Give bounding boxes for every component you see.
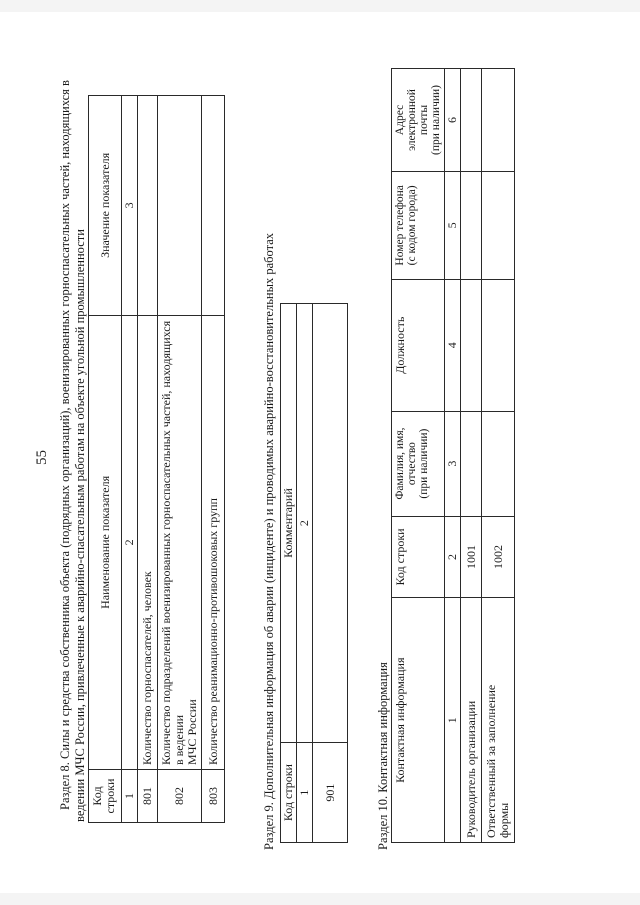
section9-table xyxy=(280,303,348,843)
row-label: Руководитель организации xyxy=(461,598,482,843)
row-value[interactable] xyxy=(202,96,225,316)
row-comment[interactable] xyxy=(313,304,348,743)
row-email-cell[interactable] xyxy=(482,69,515,172)
header-position: Должность xyxy=(392,279,445,411)
row-code: 803 xyxy=(202,770,225,823)
row-label: Ответственный за заполнение формы xyxy=(482,598,515,843)
row-name xyxy=(158,315,202,769)
section8-title-line1: Раздел 8. Силы и средства собственника объекта (подрядных организаций), военизированных горноспасательных частей, находящихся в xyxy=(58,80,72,810)
row-email-cell[interactable] xyxy=(461,69,482,172)
column-number-row xyxy=(122,96,138,823)
col-number: 5 xyxy=(445,171,461,279)
page-number: 55 xyxy=(34,450,50,465)
header-indicator-value: Значение показателя xyxy=(89,96,122,316)
table-header-row xyxy=(281,304,297,843)
col-number: 2 xyxy=(297,304,313,743)
header-email: Адрес электронной почты (при наличии) xyxy=(392,69,445,172)
row-value[interactable] xyxy=(138,96,158,316)
col-number: 1 xyxy=(297,743,313,843)
table-row xyxy=(138,96,158,823)
col-number: 4 xyxy=(445,279,461,411)
col-number: 2 xyxy=(445,516,461,598)
row-fio-cell[interactable] xyxy=(482,411,515,516)
column-number-row xyxy=(445,69,461,843)
row-code: 1001 xyxy=(461,516,482,598)
col-number: 2 xyxy=(122,315,138,769)
row-name: Количество горноспасателей, человек xyxy=(138,315,158,769)
row-code: 801 xyxy=(138,770,158,823)
header-code: Код строки xyxy=(281,743,297,843)
header-comment: Комментарий xyxy=(281,304,297,743)
row-position-cell[interactable] xyxy=(482,279,515,411)
row-code: 1002 xyxy=(482,516,515,598)
header-contact: Контактная информация xyxy=(392,598,445,843)
column-number-row xyxy=(297,304,313,843)
table-row xyxy=(158,96,202,823)
row-name-line: МЧС России xyxy=(185,699,199,766)
row-code: 802 xyxy=(158,770,202,823)
col-number: 3 xyxy=(445,411,461,516)
row-position-cell[interactable] xyxy=(461,279,482,411)
header-fio: Фамилия, имя, отчество (при наличии) xyxy=(392,411,445,516)
section8-title-line2: ведении МЧС России, привлеченные к аварийно-спасательным работам на объекте угольной промышленности xyxy=(73,229,87,822)
section10-title: Раздел 10. Контактная информация xyxy=(376,662,390,850)
header-indicator-name: Наименование показателя xyxy=(89,315,122,769)
col-number: 1 xyxy=(122,770,138,823)
row-phone-cell[interactable] xyxy=(461,171,482,279)
section8-table xyxy=(88,95,225,823)
row-name-line: Количество подразделений военизированных горноспасательных частей, находящихся в ведении xyxy=(159,320,186,766)
row-fio-cell[interactable] xyxy=(461,411,482,516)
row-phone-cell[interactable] xyxy=(482,171,515,279)
table-row xyxy=(313,304,348,843)
row-code: 901 xyxy=(313,743,348,843)
row-name: Количество реанимационно-противошоковых групп xyxy=(202,315,225,769)
table-header-row xyxy=(392,69,445,843)
row-value[interactable] xyxy=(158,96,202,316)
section10-table xyxy=(391,68,515,843)
table-row xyxy=(482,69,515,843)
table-row xyxy=(202,96,225,823)
header-code: Код строки xyxy=(392,516,445,598)
col-number: 1 xyxy=(445,598,461,843)
col-number: 3 xyxy=(122,96,138,316)
table-header-row xyxy=(89,96,122,823)
header-code: Код строки xyxy=(89,770,122,823)
table-row xyxy=(461,69,482,843)
col-number: 6 xyxy=(445,69,461,172)
header-phone: Номер телефона (с кодом города) xyxy=(392,171,445,279)
section9-title: Раздел 9. Дополнительная информация об аварии (инциденте) и проводимых аварийно-восстановительных работах xyxy=(262,232,276,850)
